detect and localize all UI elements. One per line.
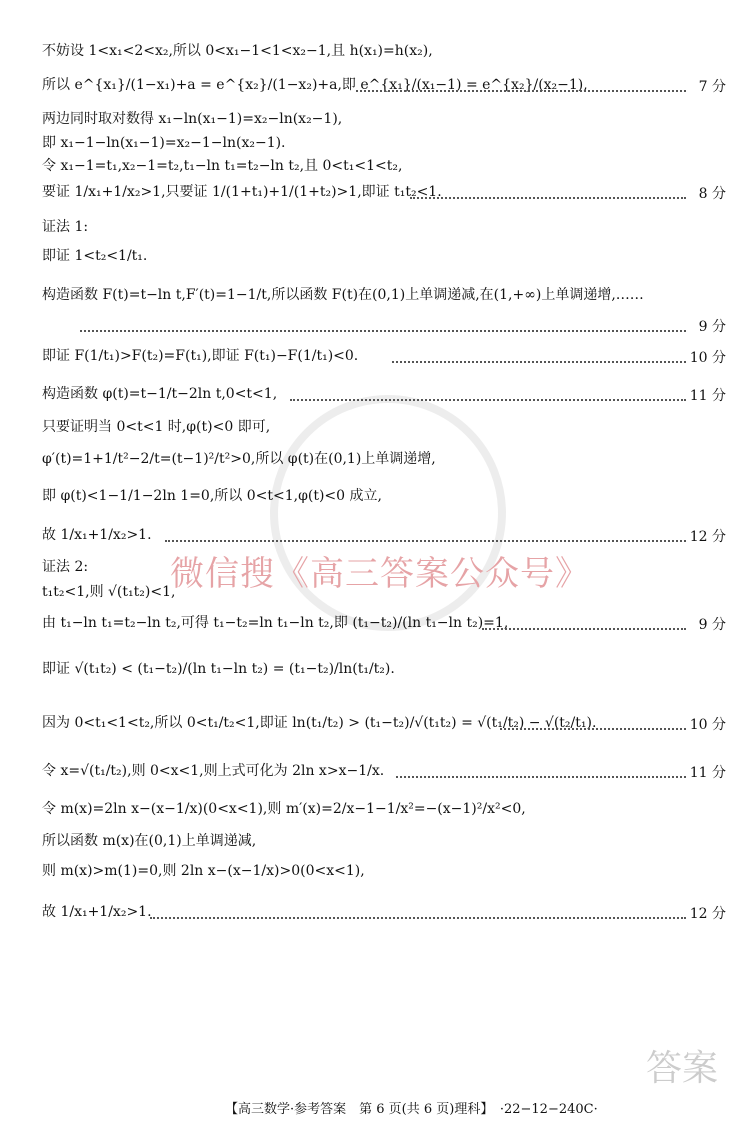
text-line: 所以函数 m(x)在(0,1)上单调递减, — [42, 833, 257, 849]
score-label: 12 分 — [689, 529, 726, 545]
text-line-content: 构造函数 φ(t)=t−1/t−2ln t,0<t<1, — [42, 386, 278, 402]
text-line-content: 即证 F(1/t₁)>F(t₂)=F(t₁),即证 F(t₁)−F(1/t₁)<0. — [42, 348, 359, 364]
score-label: 11 分 — [689, 388, 726, 404]
leader-dots — [392, 361, 686, 363]
text-line: 即证 1<t₂<1/t₁. — [42, 248, 148, 264]
text-line-content: 所以 e^{x₁}/(1−x₁)+a = e^{x₂}/(1−x₂)+a,即 e^{x₁}/(x₁−1) = e^{x₂}/(x₂−1), — [42, 77, 588, 93]
leader-dots — [80, 330, 686, 332]
score-label: 12 分 — [689, 906, 726, 922]
text-line: 则 m(x)>m(1)=0,则 2ln x−(x−1/x)>0(0<x<1), — [42, 863, 365, 879]
text-line-content: 故 1/x₁+1/x₂>1. — [42, 527, 152, 543]
score-label: 9 分 — [698, 617, 726, 633]
text-line: 证法 1: — [42, 219, 89, 235]
leader-dots — [165, 540, 686, 542]
text-line: t₁t₂<1,则 √(t₁t₂)<1, — [42, 584, 176, 600]
score-label: 11 分 — [689, 765, 726, 781]
text-line-content: 故 1/x₁+1/x₂>1. — [42, 904, 152, 920]
watermark-text: 微信搜《高三答案公众号》 — [170, 554, 590, 594]
text-line: 证法 2: — [42, 559, 89, 575]
page-footer: 【高三数学·参考答案 第 6 页(共 6 页)理科】 ·22−12−240C· — [225, 1102, 598, 1117]
leader-dots — [410, 197, 686, 199]
leader-dots — [290, 399, 686, 401]
text-line: φ′(t)=1+1/t²−2/t=(t−1)²/t²>0,所以 φ(t)在(0,1)上单调递增, — [42, 451, 436, 467]
score-label: 10 分 — [689, 717, 726, 733]
leader-dots — [500, 728, 686, 730]
text-line: 令 x₁−1=t₁,x₂−1=t₂,t₁−ln t₁=t₂−ln t₂,且 0<t₁<1<t₂, — [42, 158, 403, 174]
leader-dots — [396, 776, 686, 778]
score-label: 7 分 — [698, 79, 726, 95]
leader-dots — [356, 90, 686, 92]
score-label: 9 分 — [698, 319, 726, 335]
text-line-content: 由 t₁−ln t₁=t₂−ln t₂,可得 t₁−t₂=ln t₁−ln t₂,即 (t₁−t₂)/(ln t₁−ln t₂)=1, — [42, 615, 509, 631]
text-line-content: 因为 0<t₁<1<t₂,所以 0<t₁/t₂<1,即证 ln(t₁/t₂) > (t₁−t₂)/√(t₁t₂) = √(t₁/t₂) − √(t₂/t₁). — [42, 715, 597, 731]
corner-watermark: 答案 — [645, 1048, 718, 1089]
text-line: 构造函数 F(t)=t−ln t,F′(t)=1−1/t,所以函数 F(t)在(0,1)上单调递减,在(1,+∞)上单调递增,…… — [42, 287, 644, 303]
text-line: 即 x₁−1−ln(x₁−1)=x₂−1−ln(x₂−1). — [42, 135, 286, 151]
text-line: 即 φ(t)<1−1/1−2ln 1=0,所以 0<t<1,φ(t)<0 成立, — [42, 488, 382, 504]
score-label: 10 分 — [689, 350, 726, 366]
leader-dots — [150, 917, 686, 919]
leader-dots — [482, 628, 686, 630]
score-label: 8 分 — [698, 186, 726, 202]
text-line: 不妨设 1<x₁<2<x₂,所以 0<x₁−1<1<x₂−1,且 h(x₁)=h(x₂), — [42, 43, 433, 59]
text-line: 令 m(x)=2ln x−(x−1/x)(0<x<1),则 m′(x)=2/x−1−1/x²=−(x−1)²/x²<0, — [42, 801, 526, 817]
text-line: 两边同时取对数得 x₁−ln(x₁−1)=x₂−ln(x₂−1), — [42, 111, 343, 127]
text-line-content: 要证 1/x₁+1/x₂>1,只要证 1/(1+t₁)+1/(1+t₂)>1,即证 t₁t₂<1. — [42, 184, 442, 200]
text-line: 即证 √(t₁t₂) < (t₁−t₂)/(ln t₁−ln t₂) = (t₁−t₂)/ln(t₁/t₂). — [42, 661, 395, 677]
text-line: 只要证明当 0<t<1 时,φ(t)<0 即可, — [42, 419, 271, 435]
text-line-content: 令 x=√(t₁/t₂),则 0<x<1,则上式可化为 2ln x>x−1/x. — [42, 763, 385, 779]
